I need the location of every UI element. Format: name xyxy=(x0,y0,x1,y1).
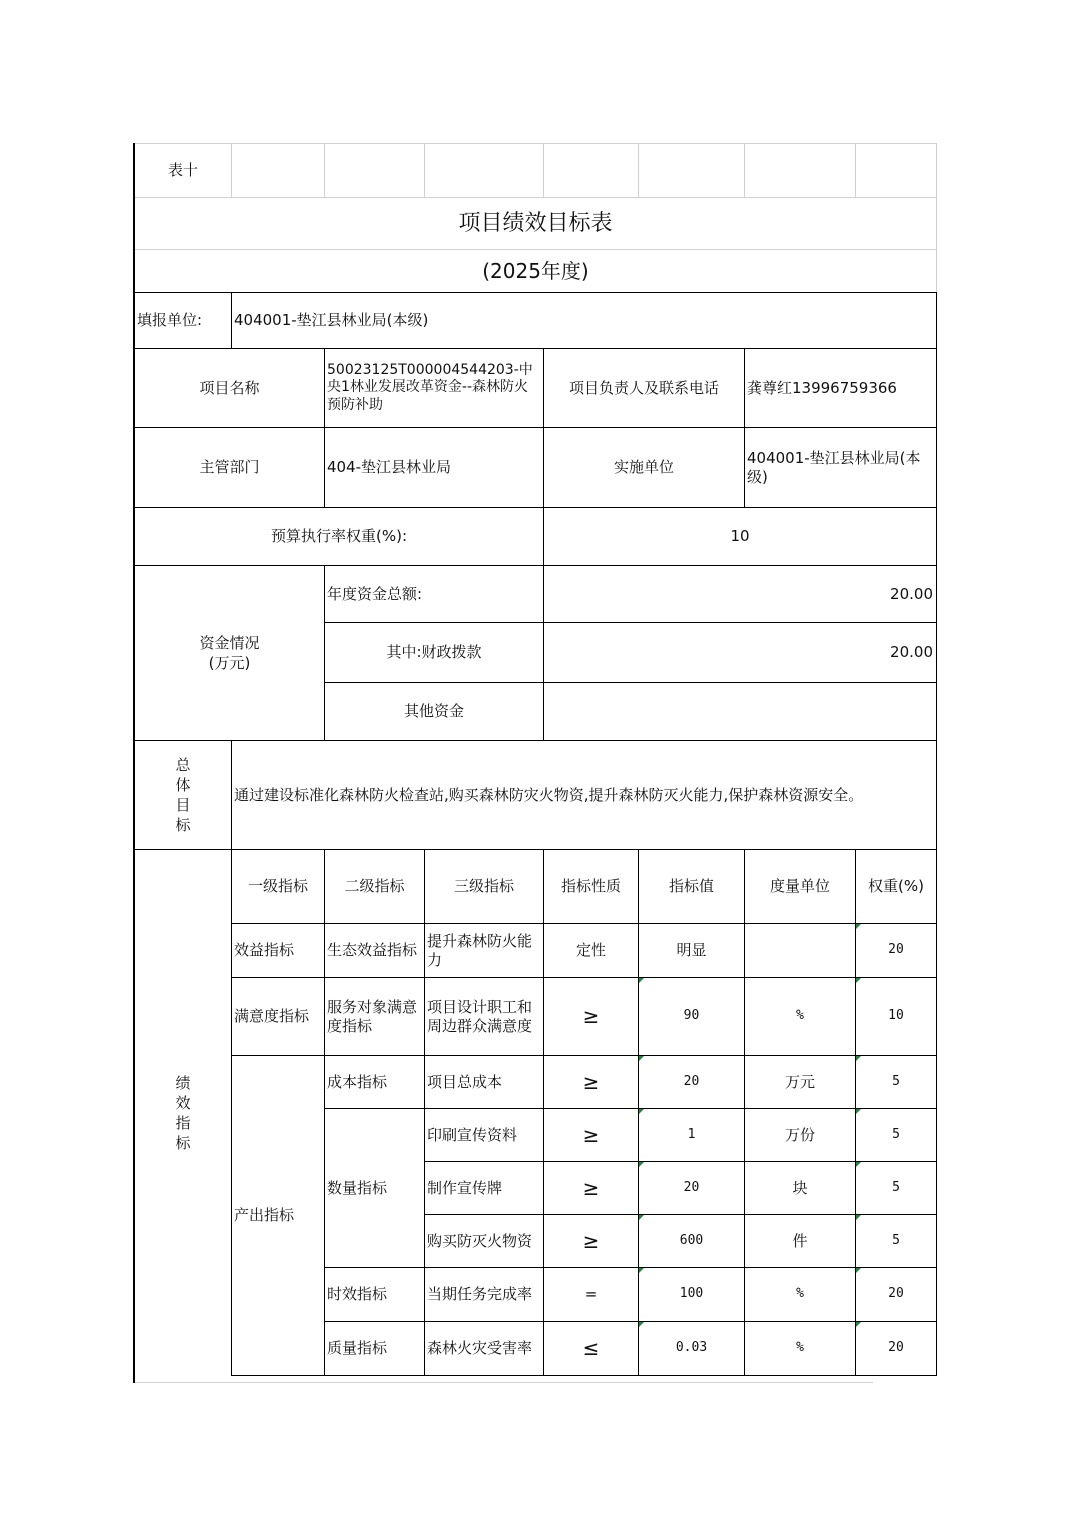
other-funds-value xyxy=(544,683,936,740)
project-manager-value: 龚尊红13996759366 xyxy=(747,378,897,397)
row-level2: 成本指标 xyxy=(327,1072,388,1091)
row-level1: 效益指标 xyxy=(234,941,295,960)
reporting-unit-value: 404001-垫江县林业局(本级) xyxy=(234,311,429,330)
implementing-unit-label: 实施单位 xyxy=(613,458,674,477)
row-level3: 印刷宣传资料 xyxy=(427,1125,518,1144)
supervising-dept-label: 主管部门 xyxy=(199,458,260,477)
gridline xyxy=(231,143,232,197)
row-unit xyxy=(745,924,855,977)
label-char: 标 xyxy=(175,1134,191,1153)
year-subtitle: (2025年度) xyxy=(482,258,589,283)
row-nature: ≥ xyxy=(582,1069,600,1094)
row-level3: 项目设计职工和周边群众满意度 xyxy=(427,997,533,1035)
row-value: 1 xyxy=(687,1126,696,1142)
row-unit: 件 xyxy=(792,1231,808,1250)
label-char: 绩 xyxy=(175,1073,191,1092)
row-weight: 10 xyxy=(888,1008,904,1024)
funds-label-unit: (万元) xyxy=(208,654,251,672)
header-level2: 二级指标 xyxy=(344,877,405,896)
row-level3: 购买防灭火物资 xyxy=(427,1231,533,1250)
row-level1: 满意度指标 xyxy=(234,1007,310,1026)
reporting-unit-label: 填报单位: xyxy=(137,311,203,330)
funds-label xyxy=(135,566,324,740)
gridline xyxy=(133,143,937,144)
cell-marker xyxy=(639,1109,644,1114)
header-value: 指标值 xyxy=(668,877,714,896)
row-unit: % xyxy=(796,1008,804,1024)
cell-marker xyxy=(639,1056,644,1061)
row-level3: 提升森林防火能力 xyxy=(427,931,533,969)
sheet-label: 表十 xyxy=(167,160,198,179)
row-unit: 万份 xyxy=(784,1125,815,1144)
gridline xyxy=(936,143,937,293)
performance-indicators-label xyxy=(135,850,231,1376)
row-level3: 当期任务完成率 xyxy=(427,1285,533,1304)
project-name-value: 50023125T000004544203-中央1林业发展改革资金--森林防火预防补助 xyxy=(327,361,533,413)
cell-marker xyxy=(856,1056,861,1061)
project-manager-label: 项目负责人及联系电话 xyxy=(568,378,719,397)
label-char: 效 xyxy=(175,1093,191,1112)
header-unit: 度量单位 xyxy=(769,877,830,896)
cell-marker xyxy=(856,978,861,983)
row-value: 20 xyxy=(683,1073,700,1089)
header-weight: 权重(%) xyxy=(868,877,924,896)
gridline xyxy=(855,143,856,197)
row-level2: 时效指标 xyxy=(327,1285,388,1304)
row-level3: 项目总成本 xyxy=(427,1072,503,1091)
row-nature: ≤ xyxy=(582,1336,600,1360)
header-nature: 指标性质 xyxy=(560,877,621,896)
row-level3: 森林火灾受害率 xyxy=(427,1339,533,1358)
row-unit: % xyxy=(796,1286,804,1302)
row-weight: 20 xyxy=(888,1340,904,1356)
cell-marker xyxy=(856,1109,861,1114)
gridline xyxy=(424,143,425,197)
gridline xyxy=(543,143,544,197)
cell-marker xyxy=(856,1215,861,1220)
funds-label-text: 资金情况 xyxy=(199,633,260,652)
cell-marker xyxy=(639,1268,644,1273)
budget-weight-label: 预算执行率权重(%): xyxy=(270,527,407,546)
implementing-unit-value: 404001-垫江县林业局(本级) xyxy=(747,448,921,486)
cell-marker xyxy=(856,1162,861,1167)
row-weight: 5 xyxy=(892,1232,900,1248)
row-value: 明显 xyxy=(676,941,707,960)
row-nature: ≥ xyxy=(582,1122,600,1147)
row-weight: 5 xyxy=(892,1073,900,1089)
overall-goal-label xyxy=(135,741,231,849)
row-level2: 质量指标 xyxy=(327,1339,388,1358)
gridline xyxy=(638,143,639,197)
gridline xyxy=(744,143,745,197)
row-weight: 20 xyxy=(888,1286,904,1302)
label-char: 指 xyxy=(175,1114,191,1132)
row-nature: ≥ xyxy=(582,1228,600,1253)
row-level2: 数量指标 xyxy=(327,1178,388,1197)
border-line xyxy=(936,292,937,1376)
row-value: 20 xyxy=(683,1179,700,1195)
performance-target-sheet xyxy=(133,143,937,1376)
fiscal-allocation-value: 20.00 xyxy=(890,643,933,662)
border-line xyxy=(231,1375,937,1376)
cell-marker xyxy=(639,1162,644,1167)
page-title: 项目绩效目标表 xyxy=(458,210,613,236)
row-weight: 5 xyxy=(892,1126,900,1142)
label-char: 总 xyxy=(175,755,191,774)
row-nature: ≥ xyxy=(582,1004,600,1028)
annual-total-value: 20.00 xyxy=(890,584,933,603)
row-value: 90 xyxy=(683,1008,700,1024)
supervising-dept-value: 404-垫江县林业局 xyxy=(327,458,452,477)
row-weight: 20 xyxy=(888,942,904,958)
budget-weight-value: 10 xyxy=(730,527,750,546)
gridline xyxy=(324,143,325,197)
label-char: 体 xyxy=(175,775,191,794)
cell-marker xyxy=(856,1322,861,1327)
row-unit: 万元 xyxy=(784,1072,815,1091)
row-nature: = xyxy=(584,1285,598,1304)
row-level2: 服务对象满意度指标 xyxy=(327,997,418,1035)
label-char: 标 xyxy=(175,816,191,835)
label-char: 目 xyxy=(175,796,191,814)
row-weight: 5 xyxy=(892,1179,900,1195)
row-nature: 定性 xyxy=(575,941,606,960)
gridline xyxy=(133,1382,873,1383)
cell-marker xyxy=(639,1322,644,1327)
row-level3: 制作宣传牌 xyxy=(427,1178,503,1197)
cell-marker xyxy=(639,1215,644,1220)
row-unit: % xyxy=(796,1340,804,1356)
cell-marker xyxy=(856,924,861,929)
row-value: 100 xyxy=(679,1286,704,1302)
annual-total-label: 年度资金总额: xyxy=(327,584,423,603)
header-level1: 一级指标 xyxy=(247,877,308,896)
cell-marker xyxy=(639,978,644,983)
header-level3: 三级指标 xyxy=(453,877,514,896)
fiscal-allocation-label: 其中:财政拨款 xyxy=(386,643,482,662)
project-name-label: 项目名称 xyxy=(199,378,260,397)
cell-marker xyxy=(856,1268,861,1273)
row-level1: 产出指标 xyxy=(234,1206,295,1225)
row-value: 0.03 xyxy=(675,1340,708,1356)
other-funds-label: 其他资金 xyxy=(403,702,464,721)
overall-goal-text: 通过建设标准化森林防火检查站,购买森林防灾火物资,提升森林防灭火能力,保护森林资源安全。 xyxy=(234,785,864,804)
row-unit: 块 xyxy=(792,1178,808,1197)
row-value: 600 xyxy=(679,1232,704,1248)
row-nature: ≥ xyxy=(582,1175,600,1200)
row-level2: 生态效益指标 xyxy=(327,941,418,960)
